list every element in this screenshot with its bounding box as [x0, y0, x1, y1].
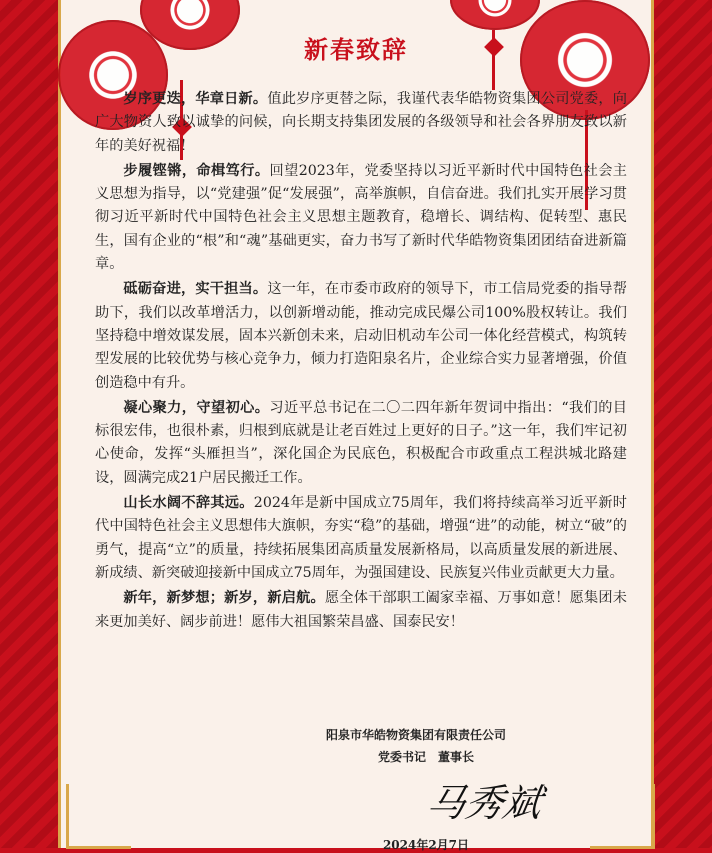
paragraph-text: 习近平总书记在二〇二四年新年贺词中指出：“我们的目标很宏伟，也很朴素，归根到底就是让老百姓过上更好的日子。”这一年，我们牢记初心使命，发挥“头雁担当”，深化国企为民底色，积极配合市政重点工程洪城北路建设，圆满完成21户居民搬迁工作。: [95, 399, 627, 486]
paragraph: [95, 587, 627, 634]
paragraph-text: 回望2023年，党委坚持以习近平新时代中国特色社会主义思想为指导，以“党建强”促“发展强”，高举旗帜，自信奋进。我们扎实开展学习贯彻习近平新时代中国特色社会主义思想主题教育，稳增长、调结构、促转型、惠民生，国有企业的“根”和“魂”基础更实，奋力书写了新时代华皓物资集团团结奋进新篇章。: [95, 162, 627, 273]
paragraph: [95, 278, 627, 394]
signature-date: 2024年2月7日: [382, 838, 470, 852]
right-frame-border: [652, 0, 712, 848]
paragraph: [95, 88, 627, 158]
paragraph: [95, 397, 627, 490]
paragraph-text: 愿全体干部职工阖家幸福、万事如意！愿集团未来更加美好、阔步前进！愿伟大祖国繁荣昌盛、国泰民安！: [95, 590, 627, 630]
paragraph-text: 这一年，在市委市政府的领导下，市工信局党委的指导帮助下，我们以改革增活力，以创新增动能，推动完成民爆公司100%股权转让。我们坚持稳中增效谋发展，固本兴新创未来，启动旧机动车公司一体化经营模式，构筑转型发展的比较优势与核心竞争力，倾力打造阳泉名片，企业综合实力显著增强，价值创造稳中有升。: [95, 281, 627, 391]
paragraph-lead: 凝心聚力，守望初心。: [123, 399, 270, 416]
paragraph-lead: 步履铿锵，命楫笃行。: [123, 162, 270, 179]
paragraph-text: 2024年是新中国成立75周年，我们将持续高举习近平新时代中国特色社会主义思想伟大旗帜，夯实“稳”的基础，增强“进”的动能，树立“破”的勇气，提高“立”的质量，持续拓展集团高质量发展新格局，以高质量发展的新进展、新成绩、新突破迎接新中国成立75周年，为强国建设、民族复兴伟业贡献更大力量。: [95, 495, 627, 581]
corner-ornament-icon: [66, 784, 131, 849]
corner-ornament-icon: [590, 784, 655, 849]
letter-body: [95, 88, 627, 636]
paragraph: [95, 160, 627, 276]
page-title: 新春致辞: [304, 36, 408, 64]
paragraph-lead: 岁序更迭，华章日新。: [123, 91, 268, 107]
left-frame-border: [0, 0, 60, 848]
signature-roles: 党委书记 董事长: [377, 750, 474, 764]
paragraph: [95, 492, 627, 585]
paragraph-lead: 新年，新梦想；新岁，新启航。: [123, 590, 325, 607]
paragraph-lead: 砥砺奋进，实干担当。: [123, 281, 268, 298]
handwritten-signature: 马秀斌: [423, 781, 546, 825]
signature-company: 阳泉市华皓物资集团有限责任公司: [325, 728, 506, 742]
paragraph-lead: 山长水阔不辞其远。: [123, 495, 254, 512]
paragraph-text: 值此岁序更替之际，我谨代表华皓物资集团公司党委，向广大物资人致以诚挚的问候，向长期支持集团发展的各级领导和社会各界朋友致以新年的美好祝福！: [95, 91, 627, 154]
